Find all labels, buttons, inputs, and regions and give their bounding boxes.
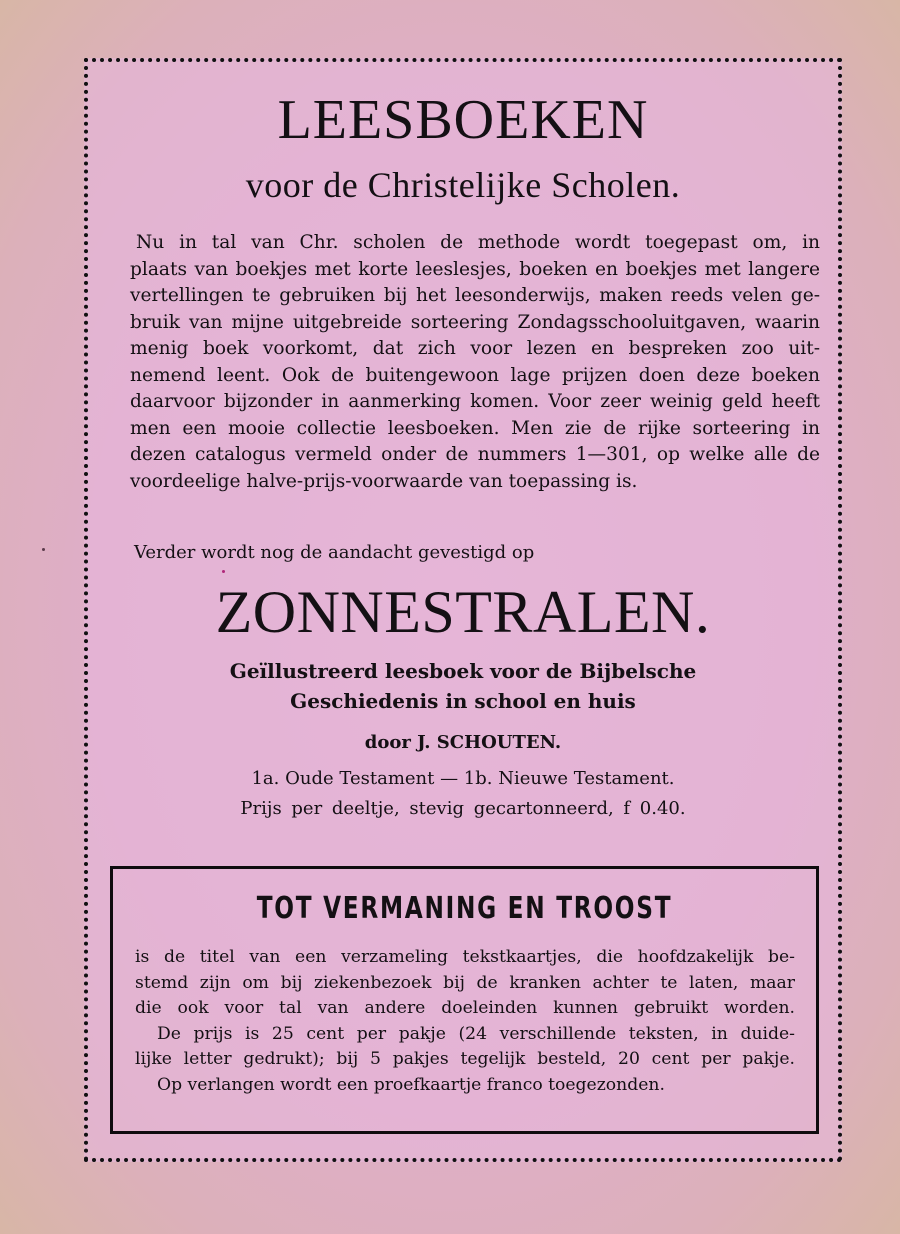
intro-line: men een mooie collectie leesboeken. Men zie de rijke sorteering in xyxy=(130,417,820,439)
attention-note: Verder wordt nog de aandacht gevestigd op xyxy=(134,542,535,563)
troost-title: TOT VERMANING EN TROOST xyxy=(256,891,673,926)
intro-line: Nu in tal van Chr. scholen de methode wordt toegepast om, in xyxy=(136,232,820,253)
dotted-page-frame xyxy=(84,58,842,1162)
troost-line: stemd zijn om bij ziekenbezoek bij de kranken achter te laten, maar xyxy=(135,972,795,993)
troost-box xyxy=(110,866,819,1134)
zonnestralen-author: door J. SCHOUTEN. xyxy=(364,732,562,753)
intro-line: voordeelige halve-prijs-voorwaarde van toepassing is. xyxy=(130,470,638,492)
troost-line: is de titel van een verzameling tekstkaartjes, die hoofdzakelijk be- xyxy=(135,947,795,967)
zonnestralen-subtitle-line: Geïllustreerd leesboek voor de Bijbelsche xyxy=(229,659,697,683)
troost-line: Op verlangen wordt een proefkaartje franco toegezonden. xyxy=(157,1074,665,1095)
zonnestralen-subtitle-line: Geschiedenis in school en huis xyxy=(290,689,636,713)
paper-speck xyxy=(42,548,45,551)
troost-paragraph xyxy=(135,945,795,1098)
intro-line: nemend leent. Ook de buitengewoon lage prijzen doen deze boeken xyxy=(130,364,820,386)
intro-line: vertellingen te gebruiken bij het leesonderwijs, maken reeds velen ge- xyxy=(130,285,820,306)
intro-paragraph xyxy=(130,230,820,495)
page-subtitle: voor de Christelijke Scholen. xyxy=(245,165,681,205)
zonnestralen-title: ZONNESTRALEN. xyxy=(215,579,711,645)
paper-speck xyxy=(222,570,225,573)
troost-line: die ook voor tal van andere doeleinden kunnen gebruikt worden. xyxy=(135,998,795,1018)
zonnestralen-price: Prijs per deeltje, stevig gecartonneerd, f 0.40. xyxy=(240,798,686,819)
troost-line: lijke letter gedrukt); bij 5 pakjes tegelijk besteld, 20 cent per pakje. xyxy=(135,1049,795,1069)
zonnestralen-parts: 1a. Oude Testament — 1b. Nieuwe Testament. xyxy=(251,768,675,789)
intro-line: daarvoor bijzonder in aanmerking komen. Voor zeer weinig geld heeft xyxy=(130,391,820,412)
intro-line: menig boek voorkomt, dat zich voor lezen en bespreken zoo uit- xyxy=(130,338,820,359)
troost-line: De prijs is 25 cent per pakje (24 verschillende teksten, in duide- xyxy=(157,1023,795,1044)
intro-line: dezen catalogus vermeld onder de nummers 1—301, op welke alle de xyxy=(130,444,820,465)
zonnestralen-subtitle xyxy=(88,656,838,716)
intro-line: bruik van mijne uitgebreide sorteering Zondagsschooluitgaven, waarin xyxy=(130,311,820,333)
intro-line: plaats van boekjes met korte leeslesjes, boeken en boekjes met langere xyxy=(130,258,820,280)
page-title: LEESBOEKEN xyxy=(277,89,649,151)
